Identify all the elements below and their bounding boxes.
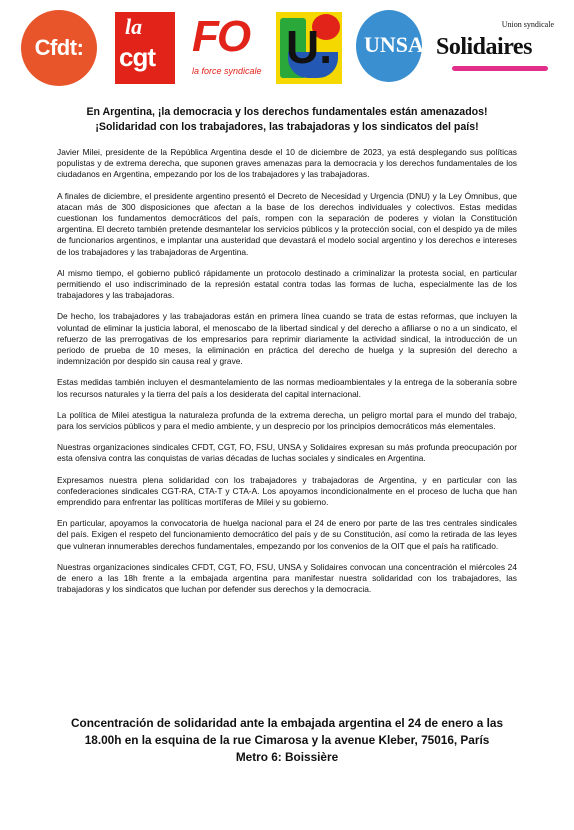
solidaires-logo — [436, 20, 554, 80]
document-body — [57, 147, 517, 606]
body-paragraph: En particular, apoyamos la convocatoria de huelga nacional para el 24 de enero por parte de las tres centrales sindicales del país. Exigen el respeto del funcionamiento democrático del país y de su Constitución, así como la retirada de las leyes que vulneran innumerables derechos fundamentales, empezando por los convenios de la OIT que el país ha ratificado. — [57, 518, 517, 551]
body-paragraph: Nuestras organizaciones sindicales CFDT, CGT, FO, FSU, UNSA y Solidaires expresan su más profunda preocupación por esta ofensiva contra las conquistas de varias décadas de luchas sociales y sindicales en Argentina. — [57, 442, 517, 464]
cfdt-logo — [21, 10, 97, 86]
unsa-logo-text: UNSA — [364, 32, 424, 57]
title-line-1: En Argentina, ¡la democracia y los derechos fundamentales están amenazados! — [86, 106, 488, 118]
body-paragraph: De hecho, los trabajadores y las trabajadoras están en primera línea cuando se trata de estas reformas, que incluyen la voluntad de eliminar la justicia laboral, el menoscabo de la libertad sindical y del derecho a afiliarse o no a un sindicato, el refuerzo de las prerrogativas de los empresarios para reprimir diariamente la actividad sindical, la introducción de un periodo de prueba de 10 meses, la eliminación en práctica del derecho de huelga y la supresión del derecho a indemnización por despido sin causa real y grave. — [57, 311, 517, 367]
fo-logo-sub: la force syndicale — [192, 66, 262, 76]
body-paragraph: Nuestras organizaciones sindicales CFDT, CGT, FO, FSU, UNSA y Solidaires convocan una concentración el miércoles 24 de enero a las 18h frente a la embajada argentina para manifestar nuestra solidaridad con los trabajadores, las trabajadoras y los sindicatos que luchan por defender sus derechos y la democracia. — [57, 561, 517, 595]
fsu-logo-letter: U. — [286, 21, 332, 73]
fo-logo-name: FO — [192, 12, 250, 61]
rally-line-1: Concentración de solidaridad ante la embajada argentina el 24 de enero a las — [70, 716, 504, 730]
body-paragraph: A finales de diciembre, el presidente argentino presentó el Decreto de Necesidad y Urgencia (DNU) y la Ley Ómnibus, que atacan más de 300 disposiciones que afectan a la base de los derechos individuales y colectivos. Estas medidas cuestionan los fundamentos democráticos del país, rompen con la separación de poderes y violan la Constitución argentina. El decreto también pretende desmantelar los servicios públicos y la protección social, con el despido ya de miles de funcionarios argentinos, e implantar una austeridad que devastará el modelo social argentino y los derechos e intereses de los trabajadores y las trabajadoras de Argentina. — [57, 190, 517, 257]
cgt-logo-la: la — [125, 14, 143, 39]
rally-line-2: 18.00h en la esquina de la rue Cimarosa y la avenue Kleber, 75016, París — [84, 733, 490, 747]
body-paragraph: La política de Milei atestigua la naturaleza profunda de la extrema derecha, un peligro mortal para el mundo del trabajo, para los servicios públicos y para el medio ambiente, y un desprecio por los principios democráticos más elementales. — [57, 409, 517, 432]
document-title — [40, 105, 534, 135]
fsu-logo — [276, 12, 342, 84]
logo-bar — [0, 0, 574, 96]
solidaires-logo-swoosh — [452, 66, 548, 71]
solidaires-logo-name: Solidaires — [436, 34, 532, 60]
cgt-logo — [115, 12, 175, 84]
rally-line-3: Metro 6: Boissière — [235, 750, 339, 764]
body-paragraph: Javier Milei, presidente de la República Argentina desde el 10 de diciembre de 2023, ya está desplegando sus políticas populistas y de extrema derecha, que suponen graves amenazas para la democracia y los derechos fundamentales de los ciudadanos en Argentina, empezando por los de los trabajadores y las trabajadoras. — [57, 147, 517, 180]
solidaires-logo-top: Union syndicale — [501, 20, 554, 29]
body-paragraph: Expresamos nuestra plena solidaridad con los trabajadores y trabajadoras de Argentina, y en particular con las confederaciones sindicales CGT-RA, CTA-T y CTA-A. Los apoyamos incondicionalmente en el proceso de lucha que han emprendido para enfrentar las políticas mortíferas de Milei y su gobierno. — [57, 474, 517, 508]
body-paragraph: Estas medidas también incluyen el desmantelamiento de las normas medioambientales y la entrega de la soberanía sobre los recursos naturales y la tierra del país a los desiderata del capital internacional. — [57, 377, 517, 399]
fo-logo — [190, 12, 268, 84]
cfdt-logo-text: Cfdt: — [34, 35, 84, 60]
cgt-logo-name: cgt — [119, 42, 155, 72]
body-paragraph: Al mismo tiempo, el gobierno publicó rápidamente un protocolo destinado a criminalizar la protesta social, en particular permitiendo el uso indiscriminado de la represión estatal contra todas las formas de lucha, especialmente las de los trabajadores y las trabajadoras. — [57, 267, 517, 301]
title-line-2: ¡Solidaridad con los trabajadores, las trabajadoras y los sindicatos del país! — [95, 121, 479, 133]
unsa-logo — [356, 10, 426, 86]
rally-announcement — [40, 715, 534, 766]
